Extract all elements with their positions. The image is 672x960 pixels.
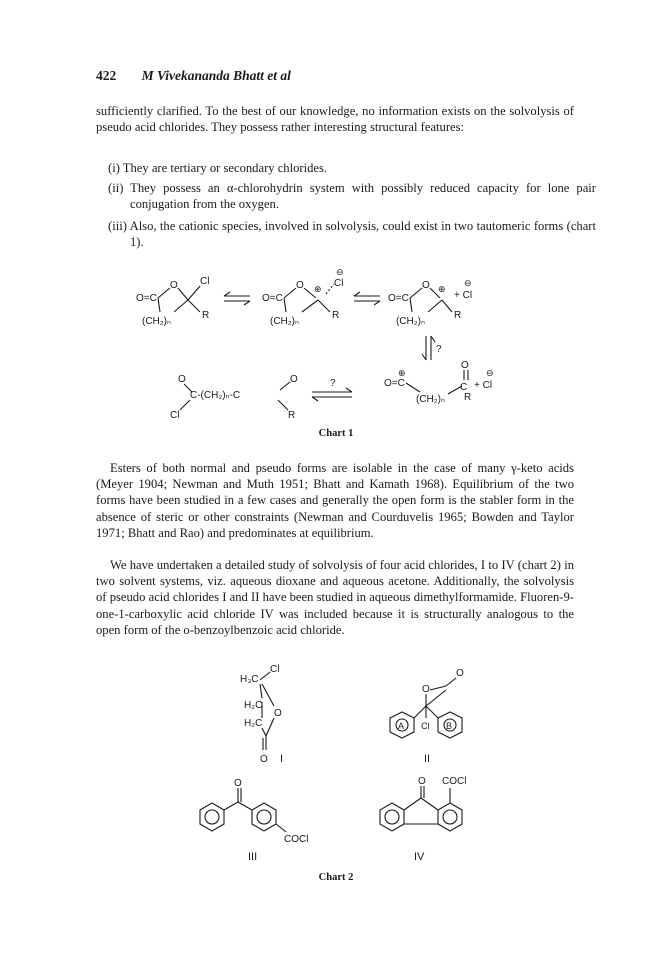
- svg-text:O: O: [296, 280, 304, 291]
- svg-text:O: O: [234, 778, 242, 789]
- svg-text:O: O: [422, 280, 430, 291]
- chart-1-structure-cation: [262, 268, 344, 327]
- running-header: [96, 68, 291, 84]
- equilibrium-arrow-1: [224, 292, 250, 305]
- svg-text:(CH₂)ₙ: (CH₂)ₙ: [270, 316, 299, 327]
- svg-text:?: ?: [436, 344, 442, 355]
- paragraph-study: We have undertaken a detailed study of solvolysis of four acid chlorides, I to IV (chart 2) in two solvent systems, viz. aqueous dioxane and aqueous acetone. Additionally, the solvolysis of pseudo acid chlorides I and II have been studied in aqueous dimethylformamide. Fluoren-9-one-1-carboxylic acid chloride IV was included because it is structurally analogous to the open form of the o-benzoylbenzoic acid chloride.: [96, 558, 574, 637]
- compound-I: [240, 664, 283, 765]
- equilibrium-arrow-3: [312, 378, 352, 401]
- svg-text:R: R: [454, 310, 462, 321]
- paragraph-esters: Esters of both normal and pseudo forms are isolable in the case of many γ-keto acids (Meyer 1904; Newman and Muth 1951; Bhatt and Kamath 1968). Equilibrium of the two forms have been studied in a few cases and generally the open form is the stabler form in the absence of steric or other constraints (Newman and Courduvelis 1965; Bowden and Taylor 1971; Bhatt and Rao) and predominates at equilibrium.: [96, 461, 574, 540]
- svg-text:H₂C: H₂C: [244, 700, 263, 711]
- numeral-III: III: [248, 851, 258, 863]
- svg-text:(CH₂)ₙ: (CH₂)ₙ: [396, 316, 425, 327]
- chart-1-structure-pseudo: [136, 276, 209, 327]
- svg-text:O: O: [456, 668, 464, 679]
- svg-text:⊖: ⊖: [336, 268, 344, 277]
- svg-text:A: A: [398, 721, 405, 731]
- numeral-I: I: [280, 753, 284, 765]
- svg-text:O=C: O=C: [384, 378, 405, 389]
- svg-text:O: O: [461, 360, 469, 371]
- chart-2-figure: [190, 660, 490, 870]
- running-authors: M Vivekananda Bhatt et al: [141, 68, 291, 83]
- chart-1-caption: Chart 1: [318, 428, 354, 439]
- chart-1-structure-open-chloride: [170, 374, 298, 421]
- svg-text:Cl: Cl: [170, 410, 180, 421]
- svg-text:⊕: ⊕: [438, 284, 446, 294]
- o-eq-label: O=C: [136, 293, 157, 304]
- svg-text:O: O: [422, 684, 430, 695]
- svg-text:O=C: O=C: [262, 293, 283, 304]
- svg-text:B: B: [446, 721, 453, 731]
- page-number: 422: [96, 68, 117, 83]
- vertical-equilibrium-arrow: [422, 336, 442, 360]
- svg-text:R: R: [202, 310, 210, 321]
- chart-2-caption: Chart 2: [318, 872, 354, 883]
- svg-text:?: ?: [330, 378, 336, 389]
- svg-text:H₃C: H₃C: [240, 674, 259, 685]
- compound-III: [200, 778, 308, 863]
- equilibrium-arrow-2: [354, 292, 380, 305]
- svg-text:O=C: O=C: [388, 293, 409, 304]
- svg-text:⊖: ⊖: [464, 278, 472, 288]
- svg-text:O: O: [260, 754, 268, 765]
- svg-text:+ Cl: + Cl: [474, 380, 493, 391]
- feature-item-2: (ii) They possess an α-chlorohydrin system with possibly reduced capacity for lone pair conjugation from the oxygen.: [108, 181, 596, 212]
- chart-1-figure: [130, 268, 530, 438]
- svg-text:H₂C: H₂C: [244, 718, 263, 729]
- numeral-IV: IV: [414, 851, 425, 863]
- svg-text:+ Cl: + Cl: [454, 290, 473, 301]
- svg-text:O: O: [290, 374, 298, 385]
- svg-text:Cl: Cl: [421, 721, 430, 731]
- svg-text:R: R: [464, 392, 472, 403]
- svg-text:O: O: [274, 708, 282, 719]
- svg-text:Cl: Cl: [334, 278, 344, 289]
- svg-text:O: O: [178, 374, 186, 385]
- feature-item-1: (i) They are tertiary or secondary chlorides.: [108, 161, 328, 175]
- svg-text:⊖: ⊖: [486, 368, 494, 378]
- svg-text:Cl: Cl: [200, 276, 210, 287]
- svg-text:C: C: [460, 382, 468, 393]
- svg-text:R: R: [332, 310, 340, 321]
- svg-text:(CH₂)ₙ: (CH₂)ₙ: [416, 394, 445, 405]
- svg-text:Cl: Cl: [270, 664, 280, 675]
- svg-text:(CH₂)ₙ: (CH₂)ₙ: [142, 316, 171, 327]
- intro-paragraph: sufficiently clarified. To the best of our knowledge, no information exists on the solvolysis of pseudo acid chlorides. They possess rather interesting structural features:: [96, 104, 574, 135]
- compound-IV: [380, 776, 466, 863]
- svg-text:⊕: ⊕: [398, 368, 406, 378]
- feature-item-3: (iii) Also, the cationic species, involved in solvolysis, could exist in two tautomeric forms (chart 1).: [108, 219, 596, 250]
- compound-II: [390, 668, 464, 765]
- svg-text:O: O: [170, 280, 178, 291]
- svg-text:R: R: [288, 410, 296, 421]
- numeral-II: II: [424, 753, 431, 765]
- svg-text:⊕: ⊕: [314, 284, 322, 294]
- svg-text:COCl: COCl: [442, 776, 467, 787]
- svg-text:C-(CH₂)ₙ-C: C-(CH₂)ₙ-C: [190, 390, 241, 401]
- svg-text:O: O: [418, 776, 426, 787]
- chart-1-structure-ion-pair: [388, 278, 472, 327]
- svg-text:COCl: COCl: [284, 834, 309, 845]
- chart-1-structure-open-cation: [384, 360, 494, 405]
